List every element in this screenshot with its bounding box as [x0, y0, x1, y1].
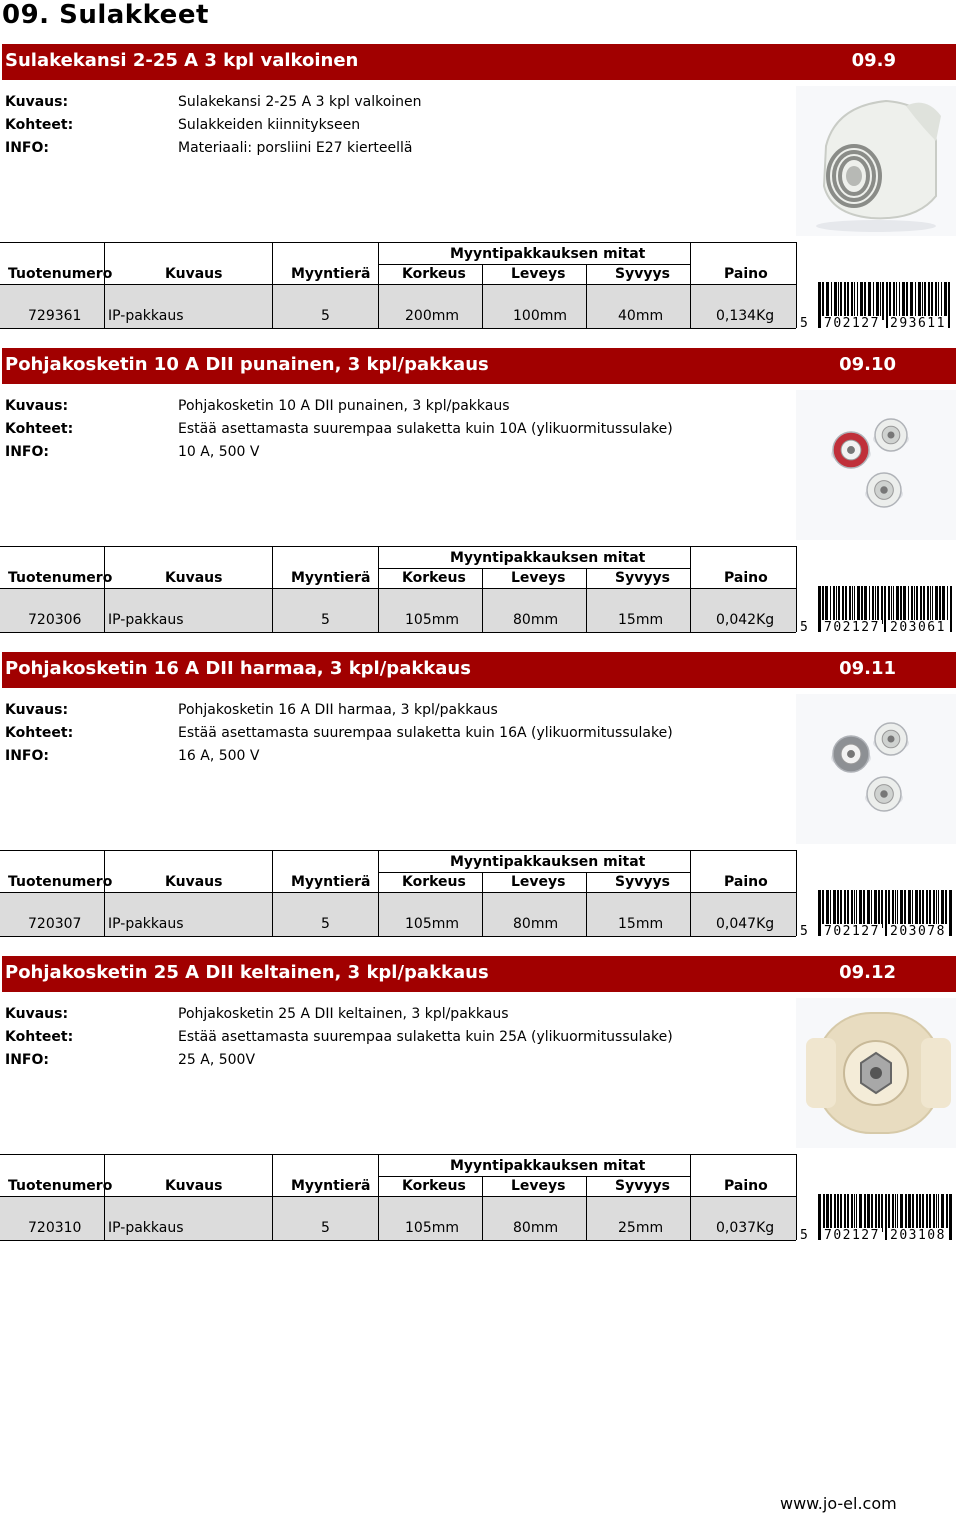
header-description: Kuvaus	[165, 1178, 223, 1194]
cell-depth: 15mm	[618, 612, 664, 628]
header-sales-unit: Myyntierä	[291, 266, 371, 282]
cell-width: 80mm	[513, 1220, 559, 1236]
product-title: Sulakekansi 2-25 A 3 kpl valkoinen	[5, 50, 359, 71]
spec-table	[0, 546, 796, 632]
cell-depth: 25mm	[618, 1220, 664, 1236]
description-value: Pohjakosketin 16 A DII harmaa, 3 kpl/pakkaus	[178, 702, 498, 718]
header-width: Leveys	[511, 874, 566, 890]
product-section	[0, 348, 960, 652]
cell-width: 80mm	[513, 612, 559, 628]
footer-url[interactable]: www.jo-el.com	[780, 1494, 897, 1513]
product-header	[2, 652, 956, 688]
header-height: Korkeus	[402, 874, 466, 890]
cell-product-number: 720306	[28, 612, 82, 628]
header-width: Leveys	[511, 1178, 566, 1194]
barcode-left-digits: 702127	[824, 620, 880, 635]
product-image	[796, 86, 956, 236]
barcode	[800, 890, 956, 940]
cell-product-number: 720310	[28, 1220, 82, 1236]
header-product-number: Tuotenumero	[8, 874, 113, 890]
barcode-prefix: 5	[800, 924, 810, 939]
targets-label: Kohteet:	[5, 117, 74, 133]
product-header	[2, 348, 956, 384]
header-height: Korkeus	[402, 266, 466, 282]
cell-depth: 40mm	[618, 308, 664, 324]
dimensions-group-header: Myyntipakkauksen mitat	[450, 854, 646, 870]
product-header	[2, 44, 956, 80]
barcode-right-digits: 203061	[890, 620, 946, 635]
cell-width: 100mm	[513, 308, 567, 324]
header-width: Leveys	[511, 570, 566, 586]
product-code: 09.9	[851, 50, 896, 71]
barcode-prefix: 5	[800, 1228, 810, 1243]
cell-height: 200mm	[405, 308, 459, 324]
dimensions-group-header: Myyntipakkauksen mitat	[450, 550, 646, 566]
header-description: Kuvaus	[165, 570, 223, 586]
description-value: Sulakekansi 2-25 A 3 kpl valkoinen	[178, 94, 422, 110]
cell-depth: 15mm	[618, 916, 664, 932]
cell-sales-unit: 5	[321, 612, 330, 628]
header-depth: Syvyys	[615, 1178, 670, 1194]
header-weight: Paino	[724, 266, 768, 282]
targets-value: Sulakkeiden kiinnitykseen	[178, 117, 361, 133]
header-depth: Syvyys	[615, 874, 670, 890]
description-label: Kuvaus:	[5, 702, 69, 718]
info-value: Materiaali: porsliini E27 kierteellä	[178, 140, 413, 156]
page-title: 09. Sulakkeet	[2, 0, 209, 30]
product-title: Pohjakosketin 16 A DII harmaa, 3 kpl/pakkaus	[5, 658, 471, 679]
header-product-number: Tuotenumero	[8, 266, 113, 282]
header-height: Korkeus	[402, 1178, 466, 1194]
barcode-left-digits: 702127	[824, 1228, 880, 1243]
header-product-number: Tuotenumero	[8, 570, 113, 586]
header-sales-unit: Myyntierä	[291, 874, 371, 890]
product-title: Pohjakosketin 10 A DII punainen, 3 kpl/pakkaus	[5, 354, 489, 375]
info-value: 25 A, 500V	[178, 1052, 256, 1068]
targets-value: Estää asettamasta suurempaa sulaketta kuin 10A (ylikuormitussulake)	[178, 421, 673, 437]
cell-package: IP-pakkaus	[108, 916, 184, 932]
spec-table	[0, 1154, 796, 1240]
header-width: Leveys	[511, 266, 566, 282]
cell-product-number: 729361	[28, 308, 82, 324]
description-label: Kuvaus:	[5, 94, 69, 110]
info-label: INFO:	[5, 748, 49, 764]
cell-weight: 0,134Kg	[716, 308, 775, 324]
header-description: Kuvaus	[165, 266, 223, 282]
product-code: 09.10	[839, 354, 896, 375]
cell-package: IP-pakkaus	[108, 612, 184, 628]
cell-weight: 0,042Kg	[716, 612, 775, 628]
barcode	[800, 1194, 956, 1244]
cell-width: 80mm	[513, 916, 559, 932]
product-image	[796, 998, 956, 1148]
product-code: 09.11	[839, 658, 896, 679]
targets-label: Kohteet:	[5, 421, 74, 437]
targets-label: Kohteet:	[5, 725, 74, 741]
dimensions-group-header: Myyntipakkauksen mitat	[450, 1158, 646, 1174]
header-weight: Paino	[724, 874, 768, 890]
barcode-prefix: 5	[800, 316, 810, 331]
cell-weight: 0,047Kg	[716, 916, 775, 932]
cell-sales-unit: 5	[321, 308, 330, 324]
barcode-right-digits: 293611	[890, 316, 946, 331]
cell-product-number: 720307	[28, 916, 82, 932]
product-header	[2, 956, 956, 992]
cell-weight: 0,037Kg	[716, 1220, 775, 1236]
description-label: Kuvaus:	[5, 398, 69, 414]
header-height: Korkeus	[402, 570, 466, 586]
barcode-right-digits: 203108	[890, 1228, 946, 1243]
barcode-left-digits: 702127	[824, 316, 880, 331]
header-product-number: Tuotenumero	[8, 1178, 113, 1194]
barcode	[800, 586, 956, 636]
header-description: Kuvaus	[165, 874, 223, 890]
header-depth: Syvyys	[615, 570, 670, 586]
product-image	[796, 694, 956, 844]
targets-label: Kohteet:	[5, 1029, 74, 1045]
description-label: Kuvaus:	[5, 1006, 69, 1022]
product-image	[796, 390, 956, 540]
targets-value: Estää asettamasta suurempaa sulaketta kuin 25A (ylikuormitussulake)	[178, 1029, 673, 1045]
targets-value: Estää asettamasta suurempaa sulaketta kuin 16A (ylikuormitussulake)	[178, 725, 673, 741]
barcode	[800, 282, 956, 332]
info-value: 16 A, 500 V	[178, 748, 260, 764]
info-value: 10 A, 500 V	[178, 444, 260, 460]
header-weight: Paino	[724, 1178, 768, 1194]
barcode-left-digits: 702127	[824, 924, 880, 939]
spec-table	[0, 850, 796, 936]
barcode-prefix: 5	[800, 620, 810, 635]
cell-package: IP-pakkaus	[108, 1220, 184, 1236]
info-label: INFO:	[5, 444, 49, 460]
info-label: INFO:	[5, 140, 49, 156]
cell-height: 105mm	[405, 1220, 459, 1236]
product-section	[0, 956, 960, 1260]
spec-table	[0, 242, 796, 328]
barcode-right-digits: 203078	[890, 924, 946, 939]
info-label: INFO:	[5, 1052, 49, 1068]
product-code: 09.12	[839, 962, 896, 983]
product-section	[0, 652, 960, 956]
header-sales-unit: Myyntierä	[291, 570, 371, 586]
header-weight: Paino	[724, 570, 768, 586]
description-value: Pohjakosketin 10 A DII punainen, 3 kpl/pakkaus	[178, 398, 510, 414]
cell-sales-unit: 5	[321, 1220, 330, 1236]
product-section	[0, 44, 960, 348]
header-sales-unit: Myyntierä	[291, 1178, 371, 1194]
description-value: Pohjakosketin 25 A DII keltainen, 3 kpl/pakkaus	[178, 1006, 509, 1022]
cell-sales-unit: 5	[321, 916, 330, 932]
header-depth: Syvyys	[615, 266, 670, 282]
dimensions-group-header: Myyntipakkauksen mitat	[450, 246, 646, 262]
product-title: Pohjakosketin 25 A DII keltainen, 3 kpl/pakkaus	[5, 962, 489, 983]
cell-package: IP-pakkaus	[108, 308, 184, 324]
cell-height: 105mm	[405, 916, 459, 932]
cell-height: 105mm	[405, 612, 459, 628]
